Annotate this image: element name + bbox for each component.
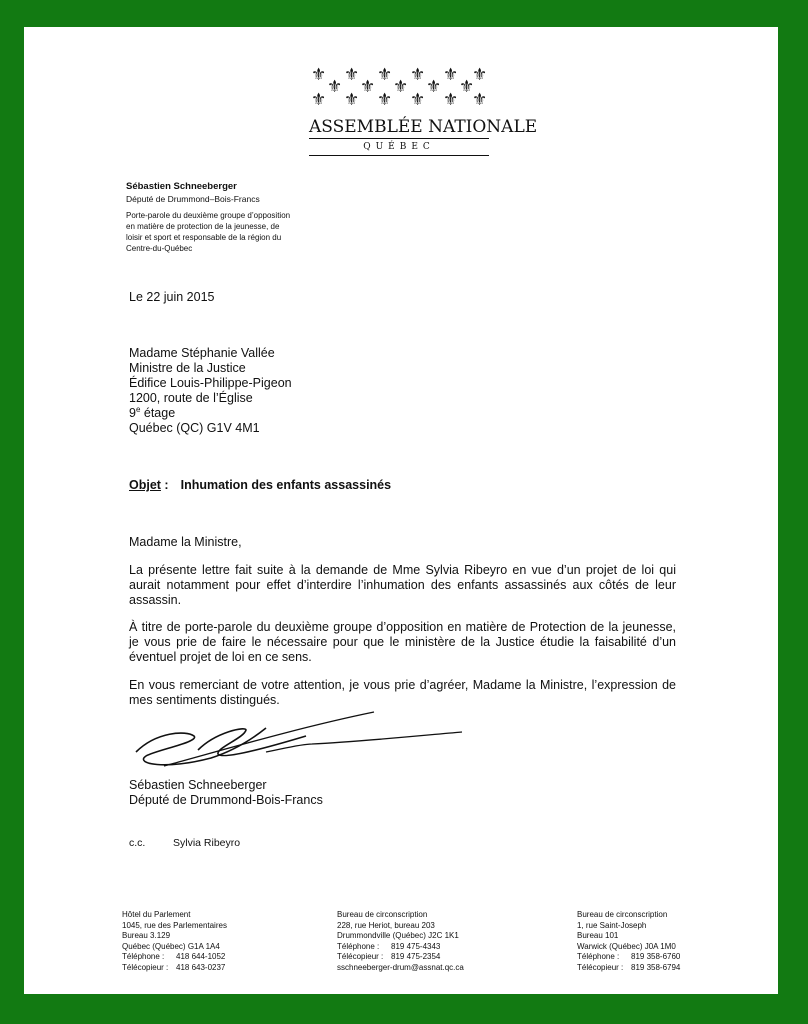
fax-label: Télécopieur : — [577, 962, 624, 972]
footer-drummondville-address — [337, 910, 464, 973]
footer-line: Bureau de circonscription — [577, 910, 668, 919]
recipient-city: Québec (QC) G1V 4M1 — [129, 421, 260, 435]
footer-email[interactable]: sschneeberger-drum@assnat.qc.ca — [337, 962, 464, 972]
footer-line: Warwick (Québec) J0A 1M0 — [577, 941, 676, 951]
body-paragraph: À titre de porte-parole du deuxième groupe d’opposition en matière de Protection de la jeunesse, je vous prie de faire le nécessaire pour que le ministère de la Justice étudie la faisabilité d’un éventuel projet de loi en ce sens. — [129, 620, 676, 664]
footer-line: 1, rue Saint-Joseph — [577, 920, 647, 930]
carbon-copy — [129, 837, 240, 850]
footer-line: Bureau de circonscription — [337, 910, 428, 919]
sender-name: Sébastien Schneeberger — [126, 181, 237, 192]
cc-label: c.c. — [129, 837, 146, 849]
floor-word: étage — [140, 406, 176, 420]
footer-line: Bureau 101 — [577, 931, 619, 940]
footer-parliament-address — [122, 910, 227, 973]
logo-divider — [309, 155, 489, 156]
body-paragraph: En vous remerciant de votre attention, je vous prie d’agréer, Madame la Ministre, l’expression de mes sentiments distingués. — [129, 678, 676, 707]
sender-description-line: loisir et sport et responsable de la région du — [126, 233, 282, 242]
floor-suffix: e — [135, 405, 141, 414]
recipient-address — [129, 346, 292, 436]
footer-fax — [577, 963, 680, 974]
body-paragraph: La présente lettre fait suite à la demande de Mme Sylvia Ribeyro en vue d’un projet de loi qui aurait notamment pour effet d’interdire l’inhumation des enfants assassinés aux côtés de leur assassin. — [129, 563, 676, 607]
phone-label: Téléphone : — [337, 941, 380, 951]
phone-number: 819 358-6760 — [631, 952, 681, 961]
fax-number: 418 643-0237 — [176, 962, 226, 972]
footer-phone — [337, 942, 464, 953]
footer-warwick-address — [577, 910, 680, 973]
phone-label: Téléphone : — [577, 952, 620, 961]
footer-fax — [122, 963, 227, 974]
fax-label: Télécopieur : — [122, 962, 169, 972]
logo-divider — [309, 138, 489, 139]
fax-label: Télécopieur : — [337, 952, 384, 961]
recipient-name: Madame Stéphanie Vallée — [129, 346, 275, 360]
subject-label: Objet — [129, 478, 161, 492]
sender-description-line: en matière de protection de la jeunesse, de — [126, 222, 280, 231]
phone-label: Téléphone : — [122, 952, 165, 961]
signature-name: Sébastien Schneeberger — [129, 778, 267, 792]
sender-role: Député de Drummond–Bois-Francs — [126, 194, 260, 204]
recipient-building: Édifice Louis-Philippe-Pigeon — [129, 376, 292, 390]
phone-number: 418 644-1052 — [176, 952, 226, 961]
sender-description-line: Porte-parole du deuxième groupe d’opposition — [126, 211, 291, 220]
floor-number: 9 — [129, 406, 136, 420]
fleur-de-lis-emblem-icon: ⚜ ⚜ ⚜ ⚜ ⚜ ⚜ ⚜ ⚜ ⚜ ⚜ ⚜ ⚜ ⚜ ⚜ ⚜ ⚜ ⚜ — [311, 65, 488, 110]
footer-line: Hôtel du Parlement — [122, 910, 191, 919]
footer-phone — [577, 952, 680, 963]
subject-colon: : — [160, 478, 169, 492]
cc-name: Sylvia Ribeyro — [173, 837, 241, 849]
footer-phone — [122, 952, 227, 963]
letter-page — [24, 27, 778, 994]
sender-description-line: Centre-du-Québec — [126, 244, 193, 253]
sender-description — [126, 210, 326, 254]
subject-text: Inhumation des enfants assassinés — [180, 478, 392, 492]
recipient-title: Ministre de la Justice — [129, 361, 246, 375]
recipient-street: 1200, route de l’Église — [129, 391, 253, 405]
footer-line: Québec (Québec) G1A 1A4 — [122, 941, 220, 951]
footer-line: 228, rue Heriot, bureau 203 — [337, 920, 435, 930]
signature-title: Député de Drummond-Bois-Francs — [129, 793, 323, 807]
fax-number: 819 475-2354 — [391, 952, 441, 961]
logo-title: ASSEMBLÉE NATIONALE — [309, 117, 538, 137]
footer-line: Bureau 3.129 — [122, 931, 171, 940]
subject-line — [129, 478, 391, 493]
footer-line: Drummondville (Québec) J2C 1K1 — [337, 931, 459, 940]
fax-number: 819 358-6794 — [631, 962, 681, 972]
phone-number: 819 475-4343 — [391, 941, 441, 951]
footer-fax — [337, 952, 464, 963]
handwritten-signature — [116, 692, 466, 782]
recipient-floor — [129, 406, 292, 421]
logo-subtitle: QUÉBEC — [363, 142, 435, 152]
letter-date: Le 22 juin 2015 — [129, 290, 215, 304]
salutation: Madame la Ministre, — [129, 535, 242, 549]
footer-line: 1045, rue des Parlementaires — [122, 920, 227, 930]
